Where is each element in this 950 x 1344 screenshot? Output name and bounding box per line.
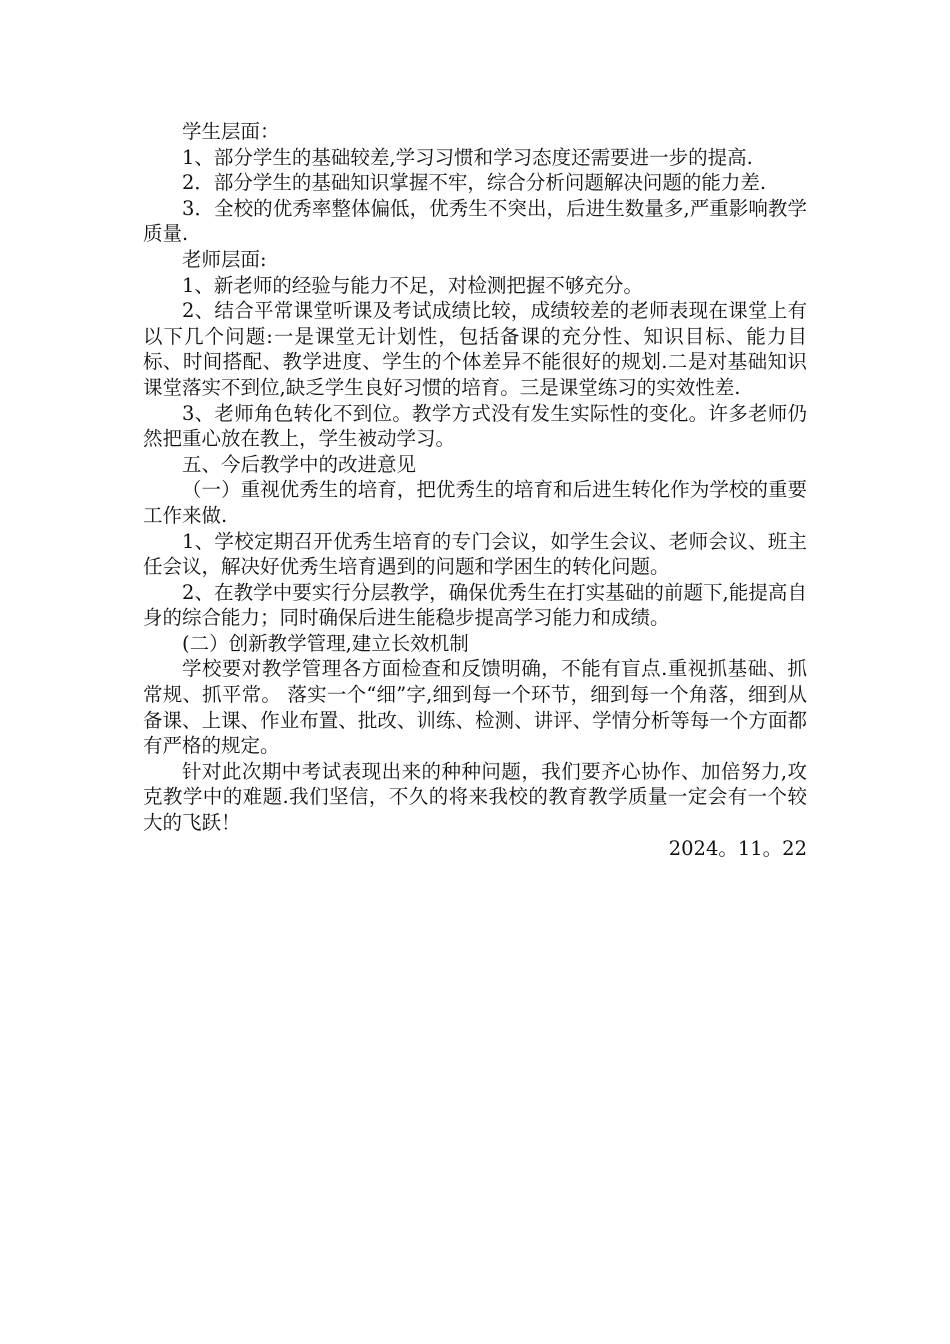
subsection-heading-1: （一）重视优秀生的培育，把优秀生的培育和后进生转化作为学校的重要工作来做.	[143, 478, 807, 527]
paragraph-student-issue-3: 3．全校的优秀率整体偏低，优秀生不突出，后进生数量多,严重影响教学质量.	[143, 196, 807, 246]
paragraph-teacher-level-heading: 老师层面:	[182, 247, 267, 271]
paragraph-improvement-1: 1、学校定期召开优秀生培育的专门会议，如学生会议、老师会议、班主任会议，解决好优秀生培育遇到的问题和学困生的转化问题。	[143, 529, 807, 579]
paragraph-teacher-issue-1: 1、新老师的经验与能力不足，对检测把握不够充分。	[182, 273, 643, 297]
paragraph-improvement-2: 2、在教学中要实行分层教学，确保优秀生在打实基础的前题下,能提高自身的综合能力；同时确保后进生能稳步提高学习能力和成绩。	[143, 580, 807, 630]
paragraph-student-level-heading: 学生层面：	[182, 120, 280, 143]
paragraph-student-issue-2: 2．部分学生的基础知识掌握不牢，综合分析问题解决问题的能力差.	[182, 171, 767, 195]
paragraph-teacher-issue-2: 2、结合平常课堂听课及考试成绩比较，成绩较差的老师表现在课堂上有以下几个问题:一是课堂无计划性，包括备课的充分性、知识目标、能力目标、时间搭配、教学进度、学生的个体差异不能很好的规划.二是对基础知识课堂落实不到位,缺乏学生良好习惯的培育。三是课堂练习的实效性差.	[143, 299, 807, 399]
subsection-heading-2: (二）创新教学管理,建立长效机制	[182, 631, 469, 655]
section-heading-improvements: 五、今后教学中的改进意见	[182, 452, 417, 476]
document-date: 2024。11。22	[668, 836, 807, 860]
paragraph-conclusion: 针对此次期中考试表现出来的种种问题，我们要齐心协作、加倍努力,攻克教学中的难题.我们坚信，不久的将来我校的教育教学质量一定会有一个较大的飞跃！	[143, 759, 807, 835]
document-body	[143, 119, 807, 861]
paragraph-teacher-issue-3: 3、老师角色转化不到位。教学方式没有发生实际性的变化。许多老师仍然把重心放在教上，学生被动学习。	[143, 401, 807, 451]
paragraph-student-issue-1: 1、部分学生的基础较差,学习习惯和学习态度还需要进一步的提高.	[182, 145, 753, 169]
paragraph-management: 学校要对教学管理各方面检查和反馈明确，不能有盲点.重视抓基础、抓常规、抓平常。 落实一个“细”字,细到每一个环节，细到每一个角落，细到从备课、上课、作业布置、批改、训练、检测、讲评、学情分析等每一个方面都有严格的规定。	[143, 657, 807, 758]
